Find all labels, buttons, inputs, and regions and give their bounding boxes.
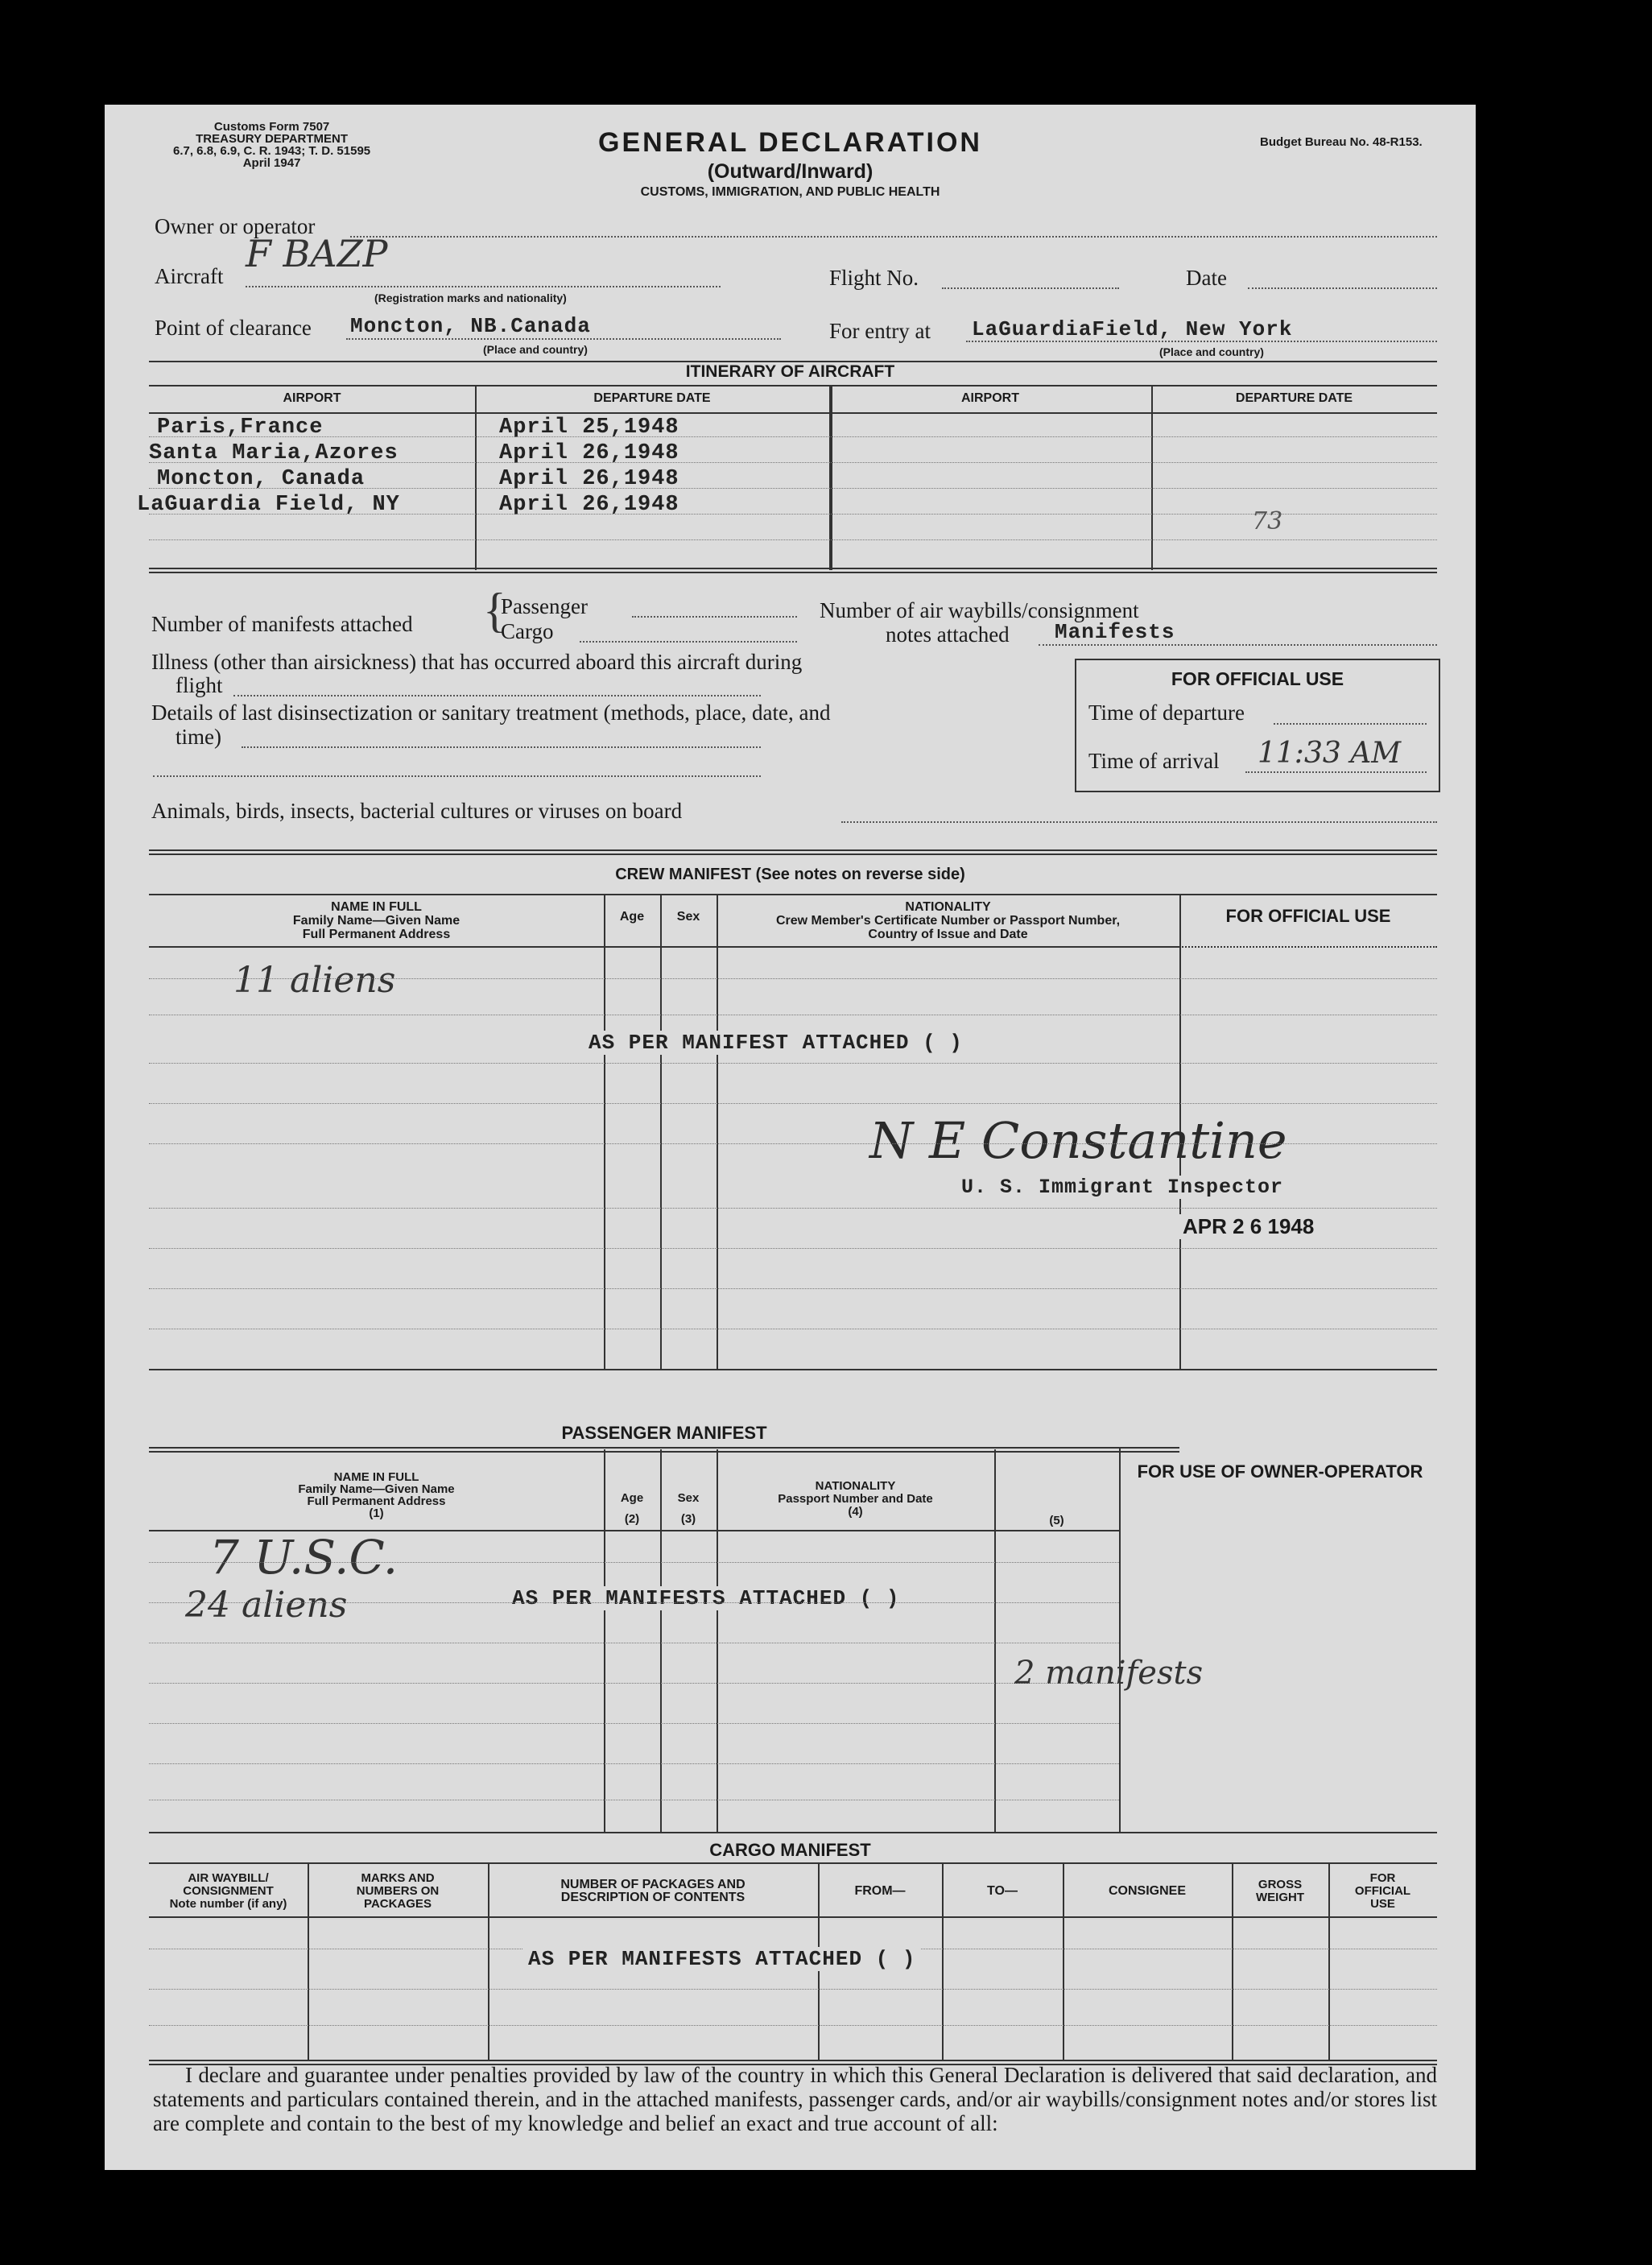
itinerary-title: ITINERARY OF AIRCRAFT <box>685 362 895 381</box>
clearance-value: Moncton, NB.Canada <box>350 314 591 338</box>
department: TREASURY DEPARTMENT <box>196 132 349 146</box>
crew-header-rule <box>149 894 1437 895</box>
official-use-box <box>1075 659 1440 792</box>
passenger-row-rule-1 <box>149 1562 1119 1563</box>
entry-value: LaGuardiaField, New York <box>972 317 1293 341</box>
itinerary-airports <box>137 415 400 518</box>
regulations: 6.7, 6.8, 6.9, C. R. 1943; T. D. 51595 <box>173 144 371 158</box>
manifests-cargo-label: Cargo <box>501 619 554 643</box>
passenger-col-5: (5) <box>1049 1514 1064 1527</box>
passenger-col-rule-4 <box>994 1449 996 1832</box>
cargo-col-weight: GROSS WEIGHT <box>1256 1878 1304 1904</box>
form-subtitle-2: CUSTOMS, IMMIGRATION, AND PUBLIC HEALTH <box>640 185 940 199</box>
manifests-label: Number of manifests attached <box>151 612 413 636</box>
passenger-attached-note: AS PER MANIFESTS ATTACHED ( ) <box>507 1586 904 1610</box>
crew-row-rule-0 <box>149 946 1179 948</box>
itinerary-dates <box>499 415 679 518</box>
cargo-row-rule-3 <box>149 2025 1437 2026</box>
passenger-row-rule-5 <box>149 1723 1119 1724</box>
entry-line <box>966 341 1437 342</box>
form-title-block <box>105 127 1476 200</box>
crew-top-rule <box>149 849 1437 855</box>
itinerary-row <box>137 466 400 492</box>
itinerary-date: April 26,1948 <box>499 441 679 465</box>
crew-col-rule-2 <box>660 894 662 1369</box>
form-date: April 1947 <box>242 156 301 170</box>
clearance-label: Point of clearance <box>155 316 312 340</box>
cargo-col-waybill: AIR WAYBILL/ CONSIGNMENT Note number (if any) <box>169 1871 287 1911</box>
crew-row-rule-5 <box>149 1143 1437 1144</box>
disinsect-label-2: time) <box>176 725 221 749</box>
cargo-col-marks: MARKS AND NUMBERS ON PACKAGES <box>356 1871 440 1911</box>
itinerary-bottom-rule <box>149 568 1437 573</box>
animals-line <box>841 821 1437 823</box>
passenger-col-nationality: NATIONALITY Passport Number and Date (4) <box>778 1479 933 1519</box>
date-stamp: APR 2 6 1948 <box>1179 1214 1317 1239</box>
passenger-handwritten-1: 7 U.S.C. <box>209 1530 399 1585</box>
form-sheet <box>105 105 1476 2170</box>
itinerary-note: 73 <box>1252 507 1283 535</box>
departure-time-label: Time of departure <box>1088 701 1245 725</box>
itinerary-col-departure: DEPARTURE DATE <box>593 391 711 405</box>
owner-label: Owner or operator <box>155 214 316 238</box>
cargo-col-packages: NUMBER OF PACKAGES AND DESCRIPTION OF CONTENTS <box>560 1878 745 1904</box>
passenger-title-tick <box>1115 1447 1117 1449</box>
waybills-label-2: notes attached <box>886 622 1010 647</box>
itinerary-date: April 25,1948 <box>499 415 679 440</box>
date-line <box>1248 287 1437 289</box>
itinerary-date: April 26,1948 <box>499 467 679 491</box>
aircraft-label: Aircraft <box>155 264 224 288</box>
crew-row-rule-7 <box>149 1248 1437 1249</box>
passenger-manifests-note: 2 manifests <box>1014 1655 1204 1692</box>
itinerary-col-airport: AIRPORT <box>283 391 341 405</box>
illness-label-2: flight <box>176 673 223 697</box>
cargo-row-rule-2 <box>149 1989 1437 1990</box>
owner-line <box>350 236 1437 238</box>
itinerary-airport: LaGuardia Field, NY <box>137 493 400 517</box>
cargo-header-rule <box>149 1862 1437 1864</box>
cargo-col-from: FROM— <box>854 1884 906 1898</box>
clearance-line <box>346 338 781 340</box>
arrival-time-label: Time of arrival <box>1088 749 1220 773</box>
crew-col-name: NAME IN FULL Family Name—Given Name Full Permanent Address <box>292 900 460 941</box>
departure-time-line <box>1274 723 1427 725</box>
entry-caption: (Place and country) <box>1159 345 1264 358</box>
cargo-row-rule-0 <box>149 1916 1437 1918</box>
itinerary-row <box>137 492 400 518</box>
passenger-col-owner: FOR USE OF OWNER-OPERATOR <box>1137 1461 1423 1482</box>
clearance-caption: (Place and country) <box>483 343 588 356</box>
passenger-row-rule-4 <box>149 1683 1119 1684</box>
itinerary-date: April 26,1948 <box>499 493 679 517</box>
disinsect-label-1: Details of last disinsectization or sanitary treatment (methods, place, date, and <box>151 701 831 725</box>
passenger-col-rule-owner <box>1119 1447 1121 1832</box>
passenger-title: PASSENGER MANIFEST <box>561 1423 767 1443</box>
form-title: GENERAL DECLARATION <box>598 127 982 158</box>
official-use-title: FOR OFFICIAL USE <box>1171 668 1344 689</box>
waybills-value: Manifests <box>1055 620 1175 644</box>
disinsect-line <box>242 746 761 748</box>
itinerary-airport: Santa Maria,Azores <box>149 441 399 465</box>
passenger-count: 24 aliens <box>185 1585 348 1626</box>
cargo-col-consignee: CONSIGNEE <box>1108 1884 1186 1898</box>
itinerary-row-rule-5 <box>149 539 1437 540</box>
itinerary-airport: Paris,France <box>157 415 324 440</box>
crew-title: CREW MANIFEST (See notes on reverse side) <box>615 866 965 883</box>
cargo-title: CARGO MANIFEST <box>709 1840 871 1860</box>
animals-label: Animals, birds, insects, bacterial cultures or viruses on board <box>151 799 683 823</box>
arrival-time-line <box>1245 771 1427 773</box>
crew-row-rule-1 <box>149 978 1437 979</box>
crew-row-rule-3 <box>149 1063 1437 1064</box>
date-label: Date <box>1186 266 1227 290</box>
inspector-title: U. S. Immigrant Inspector <box>958 1176 1286 1199</box>
crew-count: 11 aliens <box>233 960 396 1001</box>
form-number: Customs Form 7507 <box>213 120 330 134</box>
passenger-col-age: Age (2) <box>620 1491 644 1526</box>
crew-col-nationality: NATIONALITY Crew Member's Certificate Number or Passport Number, Country of Issue and Date <box>775 900 1121 941</box>
illness-line <box>233 695 761 696</box>
itinerary-row <box>137 415 400 440</box>
crew-row-rule-8 <box>149 1288 1437 1289</box>
flight-line <box>942 287 1119 289</box>
crew-col-rule-3 <box>717 894 718 1369</box>
cargo-col-to: TO— <box>987 1884 1018 1898</box>
arrival-time-value: 11:33 AM <box>1258 737 1402 770</box>
waybills-label-1: Number of air waybills/consignment <box>820 598 1139 622</box>
crew-row-rule-6 <box>149 1208 1437 1209</box>
cargo-col-official: FOR OFFICIAL USE <box>1354 1871 1411 1911</box>
aircraft-caption: (Registration marks and nationality) <box>374 291 567 304</box>
passenger-row-rule-6 <box>149 1763 1119 1764</box>
inspector-signature: N E Constantine <box>869 1111 1287 1170</box>
form-subtitle: (Outward/Inward) <box>707 160 873 183</box>
budget-number: Budget Bureau No. 48-R153. <box>1260 135 1423 149</box>
itinerary-header-rule <box>149 385 1437 386</box>
crew-official-rule <box>1179 946 1437 948</box>
manifests-brace: { <box>483 584 506 637</box>
disinsect-line-2 <box>153 775 761 777</box>
itinerary-airport: Moncton, Canada <box>157 467 366 491</box>
cargo-attached-note: AS PER MANIFESTS ATTACHED ( ) <box>523 1947 920 1971</box>
manifests-cargo-line <box>580 641 797 643</box>
crew-col-official: FOR OFFICIAL USE <box>1225 906 1391 926</box>
entry-label: For entry at <box>829 319 931 343</box>
itinerary-col-airport-2: AIRPORT <box>961 391 1019 405</box>
crew-attached-note: AS PER MANIFEST ATTACHED ( ) <box>584 1031 968 1055</box>
cargo-top-rule <box>149 1832 1437 1833</box>
crew-col-sex: Sex <box>676 910 700 924</box>
passenger-row-rule-2 <box>149 1602 1119 1603</box>
flight-label: Flight No. <box>829 266 919 290</box>
waybills-line <box>1039 644 1437 646</box>
manifests-passenger-label: Passenger <box>501 594 588 618</box>
aircraft-value: F BAZP <box>246 232 388 275</box>
itinerary-col-departure-2: DEPARTURE DATE <box>1235 391 1353 405</box>
illness-label-1: Illness (other than airsickness) that has occurred aboard this aircraft during <box>151 650 803 674</box>
crew-col-age: Age <box>619 910 645 924</box>
itinerary-row <box>137 440 400 466</box>
passenger-title-rule <box>149 1447 1179 1453</box>
declaration-text: I declare and guarantee under penalties provided by law of the country in which this General Declaration is delivered that said declaration, and statements and particulars contained therein, and in the attached manifests, passenger cards, and/or air waybills/consignment notes and/or stores list are complete and contain to the best of my knowledge and belief an exact and true account of all: <box>153 2063 1437 2135</box>
itinerary-row-rule-0 <box>149 412 1437 414</box>
passenger-top-rule <box>149 1369 1437 1370</box>
aircraft-line <box>246 286 721 287</box>
passenger-col-name: NAME IN FULL Family Name—Given Name Full Permanent Address (1) <box>298 1470 455 1520</box>
crew-row-rule-4 <box>149 1103 1437 1104</box>
manifests-passenger-line <box>632 616 797 618</box>
passenger-col-sex: Sex (3) <box>677 1491 700 1526</box>
crew-col-rule-1 <box>604 894 605 1369</box>
